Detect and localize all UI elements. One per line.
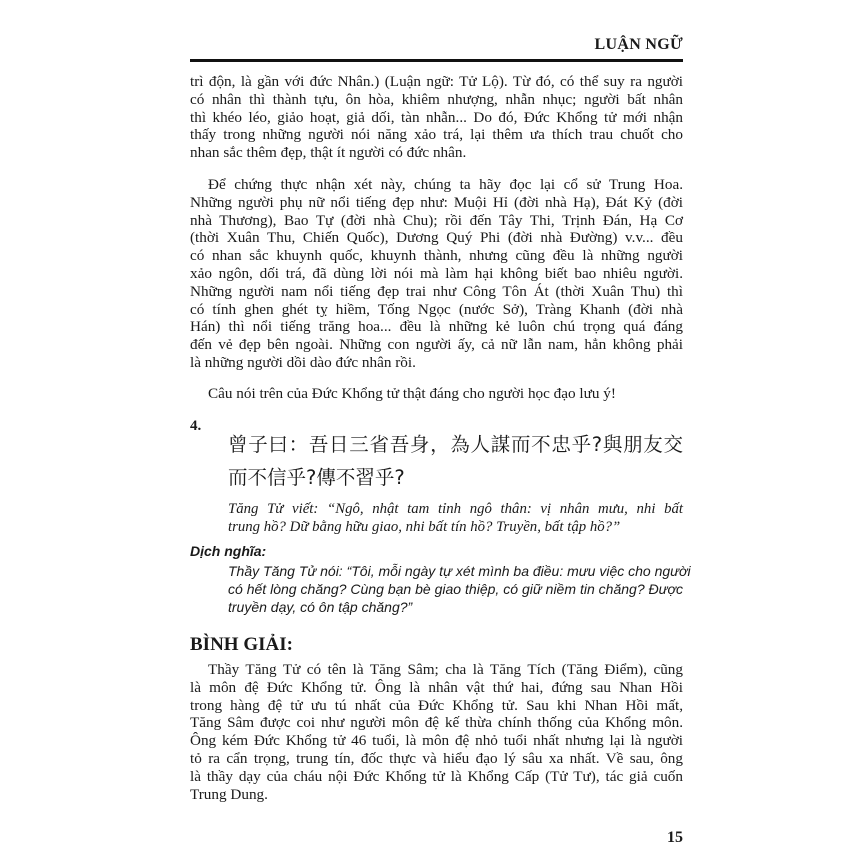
text-line: Câu nói trên của Đức Khổng tử thật đáng cho người học đạo lưu ý! — [208, 385, 616, 402]
paragraph-3 — [190, 385, 683, 403]
text-line: có nhan sắc khuynh quốc, khuynh thành, nhưng cũng đều là những người — [190, 247, 683, 265]
paragraph-2 — [190, 176, 683, 372]
text-line: trung hồ? Dữ bằng hữu giao, nhi bất tín hồ? Truyền, bất tập hồ?” — [228, 518, 621, 535]
commentary-heading: BÌNH GIẢI: — [190, 634, 293, 655]
text-line: có tính ghen ghét tỵ hiềm, Tống Ngọc (nước Sở), Tràng Khanh (đời nhà — [190, 300, 683, 318]
text-line: thấy trong những người nói năng xảo trá, lại thêm ưa thích trau chuốt cho — [190, 126, 683, 144]
text-line: trì độn, là gần với đức Nhân.) (Luận ngữ: Tử Lộ). Từ đó, có thể suy ra người — [190, 73, 683, 90]
text-line: là thầy dạy của cháu nội Đức Khổng tử là Khổng Cấp (Tử Tư), tác giả cuốn — [190, 767, 683, 785]
chinese-original — [228, 428, 683, 494]
text-line: tỏ ra cẩn trọng, trung tín, đốc thực và hiểu đạo lý sâu xa nhất. Về sau, ông — [190, 749, 683, 767]
paragraph-1 — [190, 73, 683, 162]
page-number: 15 — [667, 829, 683, 846]
text-line: trong hàng đệ tử ưu tú nhất của Đức Khổng tử. Sau khi Nhan Hồi mất, — [190, 696, 683, 714]
text-line: Để chứng thực nhận xét này, chúng ta hãy đọc lại cổ sử Trung Hoa. — [208, 176, 683, 193]
text-line: Thầy Tăng Tử nói: “Tôi, mỗi ngày tự xét mình ba điều: mưu việc cho người — [228, 563, 691, 579]
text-line: 而不信乎?傳不習乎? — [228, 466, 405, 489]
running-header: LUẬN NGỮ — [594, 36, 683, 53]
translation-label: Dịch nghĩa: — [190, 543, 267, 559]
commentary-paragraph — [190, 661, 683, 803]
text-line: nhan sắc thêm đẹp, thật ít người có đức nhân. — [190, 144, 467, 162]
text-line: thì khéo léo, giảo hoạt, giả dối, tàn nhẫn... Do đó, Đức Khổng tử mới nhận — [190, 108, 683, 126]
transliteration — [228, 501, 683, 537]
header-rule — [190, 59, 683, 62]
text-line: có hết lòng chăng? Cùng bạn bè giao thiệp, có giữ niềm tin chăng? Được — [228, 580, 683, 597]
text-line: là môn đệ Đức Khổng tử. Ông là nhân vật thứ hai, đứng sau Nhan Hồi — [190, 678, 683, 696]
text-line: Thầy Tăng Tử có tên là Tăng Sâm; cha là Tăng Tích (Tăng Điểm), cũng — [208, 661, 683, 678]
text-line: truyền dạy, có ôn tập chăng?” — [228, 598, 413, 615]
text-line: Hán) thì nổi tiếng trăng hoa... đều là những kẻ luôn chú trọng quá đáng — [190, 318, 683, 336]
text-line: (thời Xuân Thu, Chiến Quốc), Dương Quý Phi (đời nhà Đường) v.v... đều — [190, 229, 683, 247]
text-line: Những người phụ nữ nổi tiếng đẹp như: Muội Hỉ (đời nhà Hạ), Đát Kỷ (đời — [190, 193, 683, 211]
text-line: Ông kém Đức Khổng tử 46 tuổi, là môn đệ nhỏ tuổi nhất nhưng lại là người — [190, 732, 683, 750]
text-line: Những người nam nổi tiếng đẹp trai như Công Tôn Át (thời Xuân Thu) thì — [190, 282, 683, 300]
text-line: Trung Dung. — [190, 785, 268, 803]
text-line: đến vẻ đẹp bên ngoài. Những con người ấy, cả nữ lẫn nam, hẳn không phải — [190, 336, 683, 354]
text-line: Tăng Tử viết: “Ngô, nhật tam tỉnh ngô thân: vị nhân mưu, nhi bất — [228, 501, 683, 517]
text-line: xảo ngôn, dối trá, đã dùng lời nói mà làm hại không biết bao nhiêu người. — [190, 264, 683, 282]
text-line: Tăng Sâm được coi như người môn đệ kế thừa chính thống của Khổng môn. — [190, 714, 683, 732]
text-line: có nhân thì thành tựu, ôn hòa, khiêm nhượng, nhẫn nhục; người bất nhân — [190, 90, 683, 108]
text-line: là những người dồi dào đức nhân rồi. — [190, 353, 416, 371]
translation — [228, 563, 691, 616]
section-number: 4. — [190, 418, 202, 434]
text-line: 曾子曰：吾日三省吾身，為人謀而不忠乎?與朋友交 — [228, 433, 683, 456]
text-line: nhà Thương), Bao Tự (đời nhà Chu); rồi đến Tây Thi, Trịnh Đán, Hạ Cơ — [190, 211, 683, 229]
